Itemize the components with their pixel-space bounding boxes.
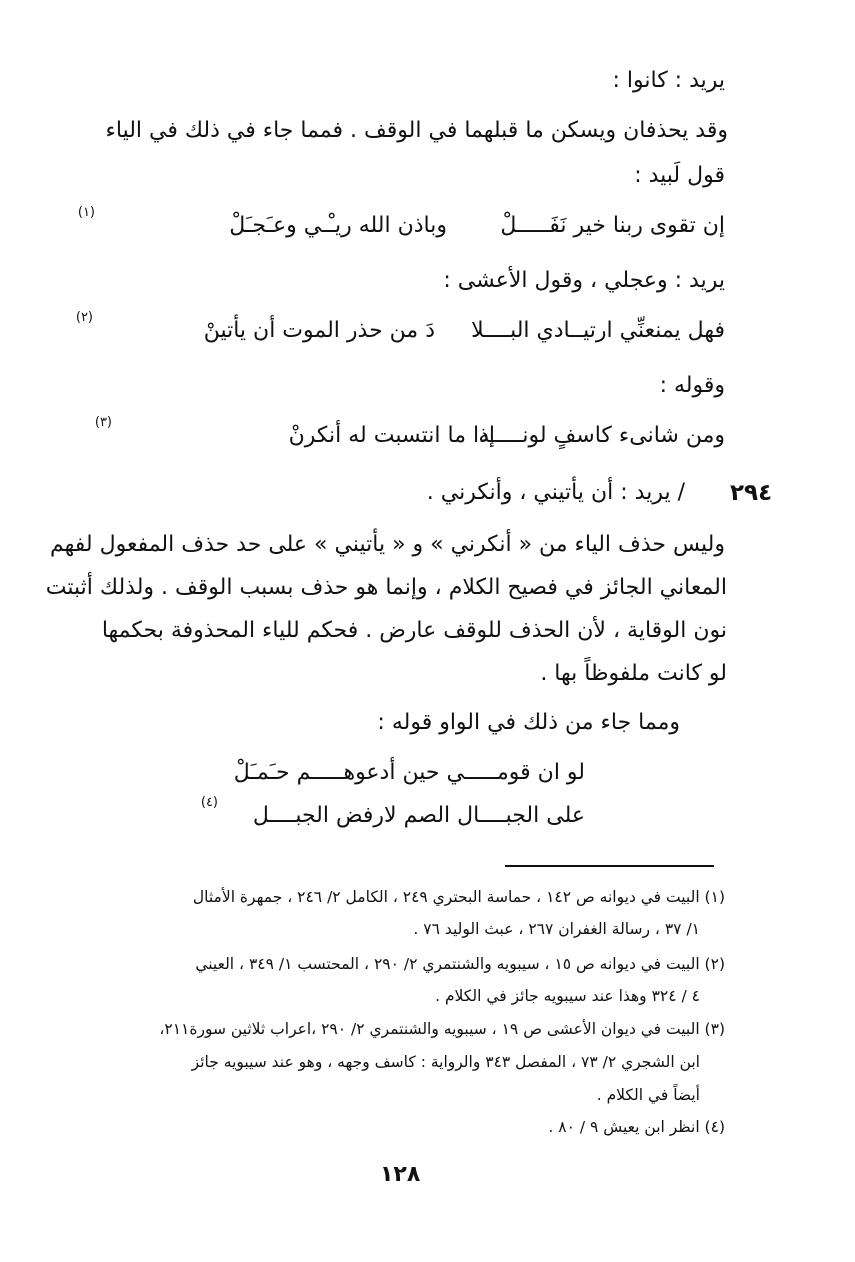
- verse-hemistich-right: إن تقوى ربنا خير نَفَـــــلْ: [500, 213, 725, 238]
- verse-hemistich-left: وباذن الله ريـْـي وعـَجـَلْ: [229, 213, 447, 238]
- text-line: / يريد : أن يأتيني ، وأنكرني .: [426, 480, 685, 505]
- footnote-separator: [505, 865, 714, 867]
- footnote-marker: (٤): [200, 795, 218, 810]
- footnote-line: (١) البيت في ديوانه ص ١٤٢ ، حماسة البحتري ٢٤٩ ، الكامل ٢/ ٢٤٦ ، جمهرة الأمثال: [192, 888, 725, 906]
- text-line: وقوله :: [659, 373, 725, 398]
- margin-page-number: ٢٩٤: [730, 480, 773, 506]
- verse-line: على الجبــــال الصم لارفض الجبــــل: [252, 803, 585, 828]
- paragraph-line: نون الوقاية ، لأن الحذف للوقف عارض . فحكم للياء المحذوفة بحكمها: [101, 618, 727, 643]
- text-line: ومما جاء من ذلك في الواو قوله :: [377, 710, 680, 735]
- footnote-line: ١/ ٣٧ ، رسالة الغفران ٢٦٧ ، عبث الوليد ٧٦ .: [413, 920, 700, 938]
- footnote-marker: (١): [77, 205, 95, 220]
- verse-hemistich-right: ومن شانىء كاسفٍ لونـــــه: [478, 423, 725, 448]
- footnote-line: (٤) انظر ابن يعيش ٩ / ٨٠ .: [548, 1118, 725, 1136]
- text-line: قول لَبيد :: [634, 163, 725, 188]
- footnote-line: ابن الشجري ٢/ ٧٣ ، المفصل ٣٤٣ والرواية : كاسف وجهه ، وهو عند سيبويه جائز: [191, 1053, 700, 1071]
- footnote-marker: (٢): [75, 310, 93, 325]
- verse-hemistich-left: دَ من حذر الموت أن يأتينْ: [203, 318, 435, 343]
- footnote-marker: (٣): [94, 415, 112, 430]
- footnote-line: ٤ / ٣٢٤ وهذا عند سيبويه جائز في الكلام .: [435, 987, 700, 1005]
- text-line: وقد يحذفان ويسكن ما قبلهما في الوقف . فمما جاء في ذلك في الياء: [105, 118, 728, 143]
- verse-hemistich-right: فهل يمنعنِّي ارتيــادي البــــلا: [471, 318, 725, 343]
- footnote-line: (٣) البيت في ديوان الأعشى ص ١٩ ، سيبويه والشنتمري ٢/ ٢٩٠ ،اعراب ثلاثين سورة٢١١،: [159, 1020, 725, 1038]
- page-number: ١٢٨: [380, 1162, 421, 1187]
- footnote-line: أيضاً في الكلام .: [596, 1086, 700, 1104]
- paragraph-line: المعاني الجائز في فصيح الكلام ، وإنما هو حذف بسبب الوقف . ولذلك أثبتت: [45, 575, 727, 600]
- paragraph-line: وليس حذف الياء من « أنكرني » و « يأتيني » على حد حذف المفعول لفهم: [50, 532, 725, 557]
- text-line: يريد : وعجلي ، وقول الأعشى :: [443, 268, 725, 293]
- verse-hemistich-left: إذا ما انتسبت له أنكرنْ: [288, 423, 495, 448]
- text-line: يريد : كانوا :: [612, 68, 725, 93]
- footnote-line: (٢) البيت في ديوانه ص ١٥ ، سيبويه والشنتمري ٢/ ٢٩٠ ، المحتسب ١/ ٣٤٩ ، العيني: [195, 955, 725, 973]
- paragraph-line: لو كانت ملفوظاً بها .: [540, 661, 727, 686]
- verse-line: لو ان قومـــــي حين أدعوهـــــم حـَمـَلْ: [233, 760, 585, 785]
